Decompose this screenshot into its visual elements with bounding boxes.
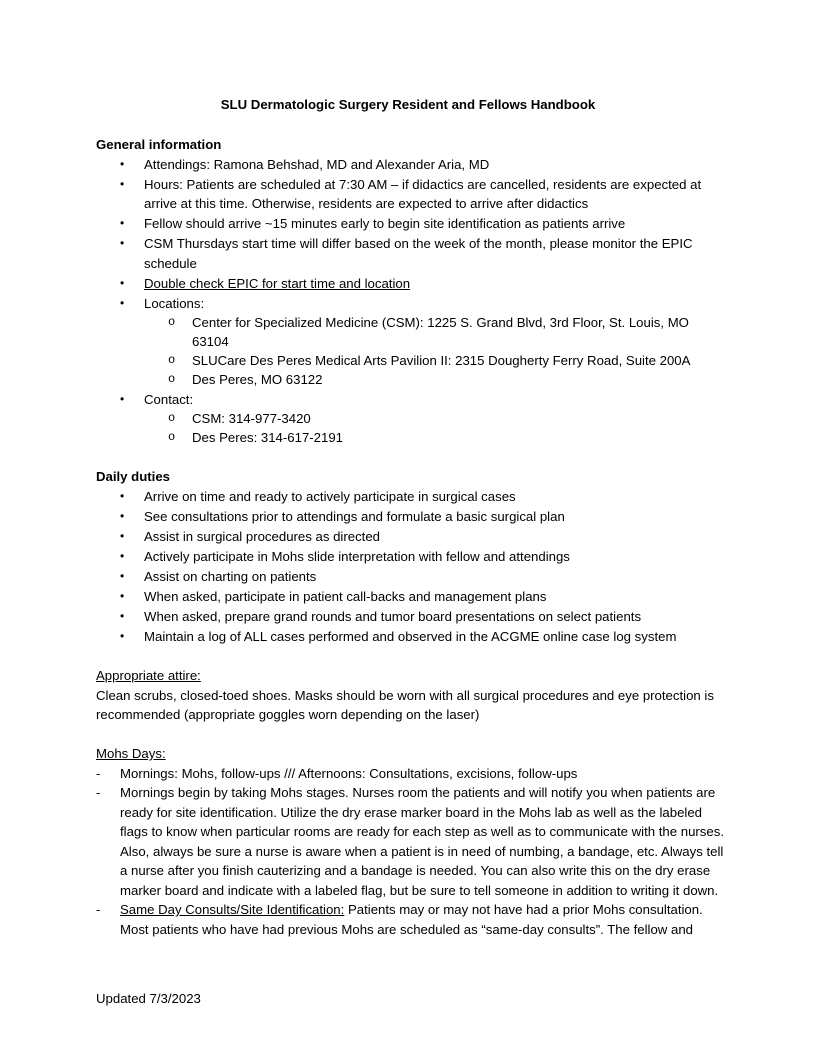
general-info-heading: General information [96,137,222,152]
bullet-icon: • [120,176,125,191]
document-body [96,135,724,939]
daily-duties-list [96,487,724,647]
list-item [96,175,724,214]
daily-duties-heading: Daily duties [96,469,171,484]
location-des-peres: SLUCare Des Peres Medical Arts Pavilion II: 2315 Dougherty Ferry Road, Suite 200A [192,353,691,368]
locations-list [144,313,724,389]
bullet-icon: • [120,568,125,583]
location-item [144,370,724,389]
bullet-icon: • [120,488,125,503]
dash-icon: - [96,785,101,800]
mohs-schedule-text: Mornings: Mohs, follow-ups /// Afternoons: Consultations, excisions, follow-ups [120,765,578,781]
updated-date: Updated 7/3/2023 [96,991,201,1006]
bullet-icon: • [120,508,125,523]
attire-text: Clean scrubs, closed-toed shoes. Masks should be worn with all surgical procedures and eye protection is recommended (appropriate goggles worn depending on the laser) [96,687,714,722]
location-item [144,313,724,351]
bullet-icon: • [120,216,125,230]
hours-text: Hours: Patients are scheduled at 7:30 AM – if didactics are cancelled, residents are expected at arrive at this time. Otherwise, residents are expected to arrive after didactics [144,176,702,211]
location-csm: Center for Specialized Medicine (CSM): 1225 S. Grand Blvd, 3rd Floor, St. Louis, MO 63104 [192,315,689,349]
contact-item [144,409,724,428]
spacer [96,448,724,468]
sub-bullet-icon: o [168,372,176,386]
spacer [96,725,724,745]
duty-text: When asked, participate in patient call-backs and management plans [144,588,547,604]
bullet-icon: • [120,391,125,406]
contact-des-peres: Des Peres: 314-617-2191 [192,430,344,445]
mohs-mornings-text: Mornings begin by taking Mohs stages. Nurses room the patients and will notify you when patients are ready for site identification. Utilize the dry erase marker board in the Mohs lab as well as the labeled flags to know when particular rooms are ready for each step as well as to communicate with the nurses. Also, always be sure a nurse is aware when a patient is in need of numbing, a bandage, etc. Always tell a nurse after you finish cauterizing and a bandage is needed. You can also write this on the dry erase marker board and indicate with a labeled flag, but be sure to tell someone in addition to writing it down. [120,785,724,898]
list-item [96,390,724,448]
bullet-icon: • [120,156,125,171]
sub-bullet-icon: o [168,353,176,367]
list-item [96,274,724,294]
list-item [96,547,724,567]
list-item [96,607,724,627]
contact-label: Contact: [144,391,194,407]
list-item [96,507,724,527]
duty-text: When asked, prepare grand rounds and tumor board presentations on select patients [144,608,642,624]
contact-csm: CSM: 314-977-3420 [192,411,311,426]
list-item [96,587,724,607]
document-title: SLU Dermatologic Surgery Resident and Fellows Handbook [220,97,596,112]
duty-text: See consultations prior to attendings and formulate a basic surgical plan [144,508,565,524]
same-day-consults-text: Patients may or may not have had a prior Mohs consultation. Most patients who have had previous Mohs are scheduled as “same-day consults”. The fellow and [120,902,703,937]
list-item [96,234,724,273]
spacer [96,647,724,667]
bullet-icon: • [120,275,125,290]
contact-item [144,428,724,447]
duty-text: Actively participate in Mohs slide interpretation with fellow and attendings [144,548,570,564]
bullet-icon: • [120,588,125,603]
bullet-icon: • [120,295,125,310]
list-item [96,900,724,939]
list-item [96,487,724,507]
mohs-days-list [96,764,724,940]
list-item [96,214,724,234]
list-item [96,627,724,647]
duty-text: Arrive on time and ready to actively participate in surgical cases [144,488,516,504]
fellow-arrival-text: Fellow should arrive ~15 minutes early to begin site identification as patients arrive [144,216,626,231]
bullet-icon: • [120,236,125,250]
sub-bullet-icon: o [168,315,176,329]
attire-heading: Appropriate attire: [96,668,201,683]
dash-icon: - [96,765,101,781]
mohs-days-heading: Mohs Days: [96,746,166,761]
list-item [96,764,724,784]
list-item [96,527,724,547]
dash-icon: - [96,902,101,917]
double-check-epic-text: Double check EPIC for start time and location [144,275,411,291]
same-day-consults-label: Same Day Consults/Site Identification: [120,902,345,917]
csm-thursdays-text: CSM Thursdays start time will differ based on the week of the month, please monitor the EPIC schedule [144,236,693,271]
list-item [96,294,724,390]
list-item [96,783,724,900]
bullet-icon: • [120,528,125,543]
locations-label: Locations: [144,295,205,311]
sub-bullet-icon: o [168,411,176,425]
bullet-icon: • [120,608,125,623]
bullet-icon: • [120,548,125,563]
duty-text: Assist on charting on patients [144,568,317,584]
bullet-icon: • [120,628,125,643]
contacts-list [144,409,724,447]
general-info-list [96,155,724,448]
sub-bullet-icon: o [168,430,176,444]
duty-text: Assist in surgical procedures as directed [144,528,381,544]
list-item [96,155,724,175]
location-item [144,351,724,370]
location-des-peres-city: Des Peres, MO 63122 [192,372,323,387]
duty-text: Maintain a log of ALL cases performed and observed in the ACGME online case log system [144,628,677,644]
list-item [96,567,724,587]
attendings-text: Attendings: Ramona Behshad, MD and Alexander Aria, MD [144,156,490,172]
